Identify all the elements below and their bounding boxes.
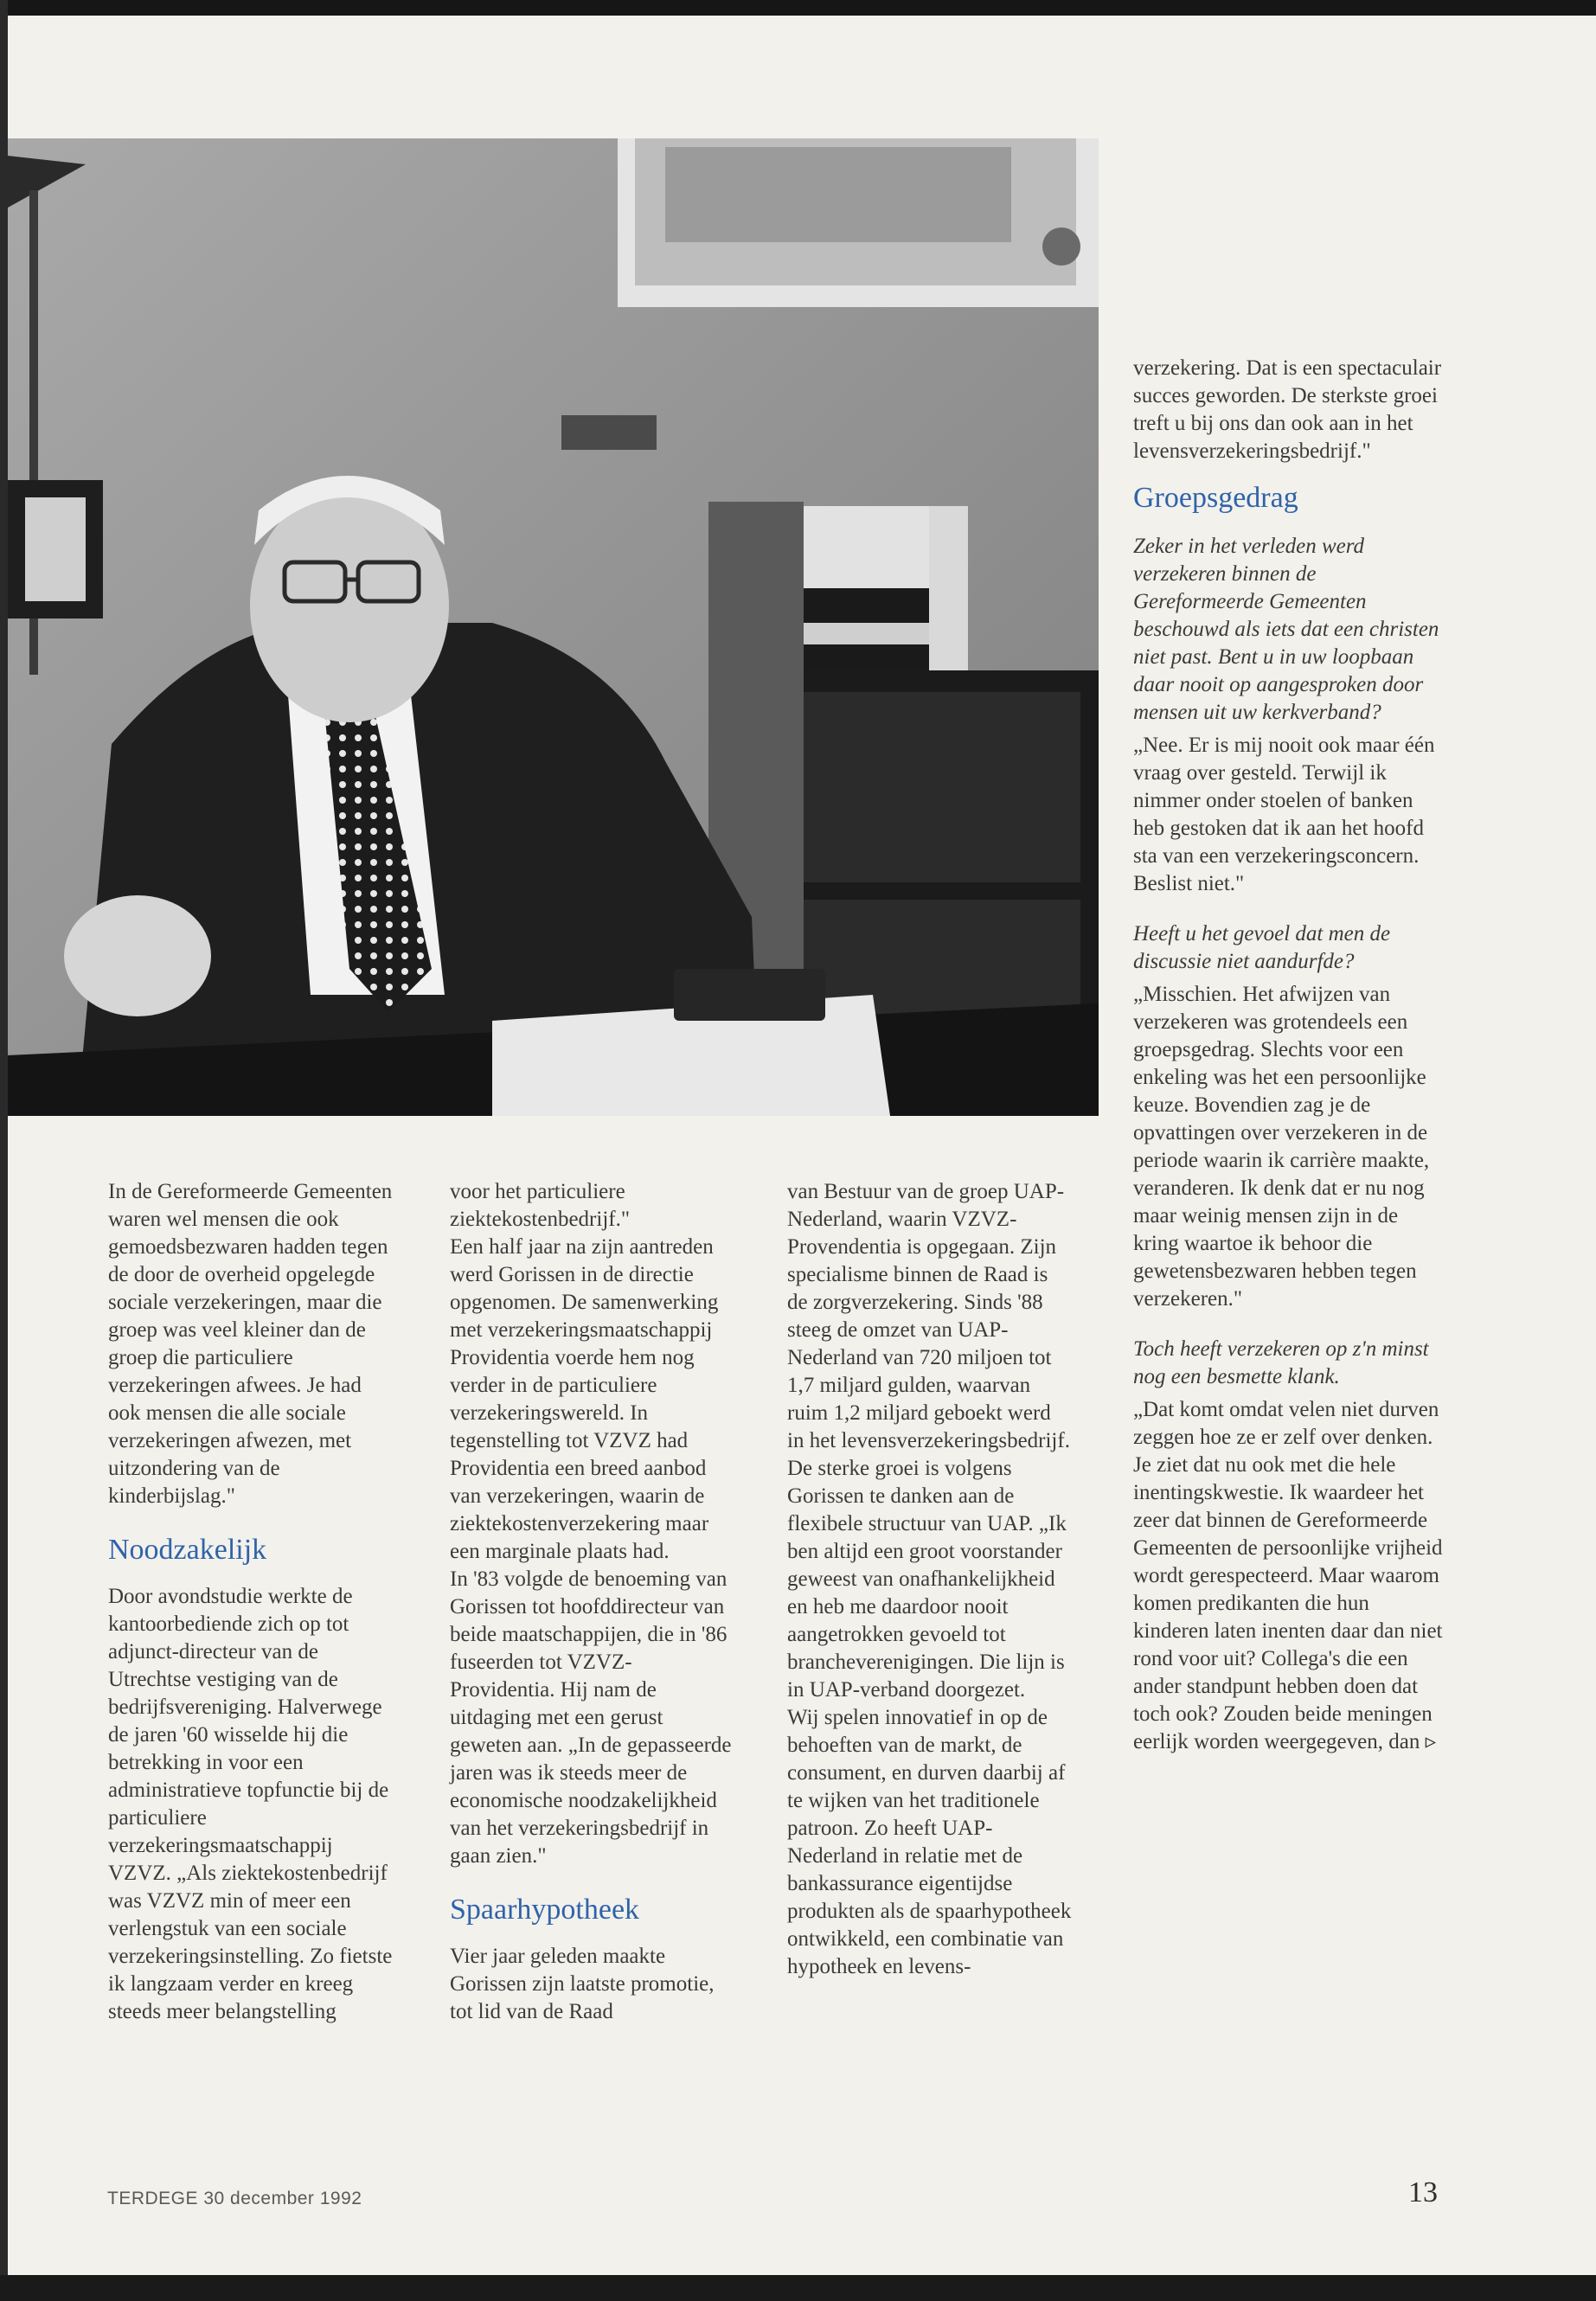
paragraph: voor het particuliere ziektekostenbedrijf.": [450, 1180, 631, 1231]
interview-answer: „Dat komt omdat velen niet durven zeggen hoe ze er zelf over denken. Je ziet dat nu ook met die hele inentingskwestie. Ik waardeer het zeer dat binnen de Gereformeerde Gemeenten de persoonlijke vrijheid wordt gerespecteerd. Maar waarom komen predikanten die hun kinderen laten inenten daar dan niet rond voor uit? Collega's die een ander standpunt hebben doen dat toch ook? Zouden beide meningen eerlijk worden weergegeven, dan ▹: [1133, 1398, 1443, 1753]
scan-top-edge: [0, 0, 1596, 16]
spacer: [1133, 1313, 1445, 1336]
subheading-groepsgedrag: Groepsgedrag: [1133, 482, 1298, 514]
interview-answer: „Nee. Er is mij nooit ook maar één vraag over gesteld. Terwijl ik nimmer onder stoelen of banken heb gestoken dat ik aan het hoofd sta van een verzekeringsconcern. Beslist niet.": [1133, 734, 1435, 895]
paragraph: Vier jaar geleden maakte Gorissen zijn laatste promotie, tot lid van de Raad: [450, 1945, 715, 2023]
paragraph: Wij spelen innovatief in op de behoeften van de markt, de consument, en durven daarbij af te wijken van het traditionele patroon. Zo heeft UAP-Nederland in relatie met de bankassurance eigentijdse produkten als de spaarhypotheek ontwikkeld, een combinatie van hypotheek en levens-: [787, 1706, 1072, 1978]
scan-left-edge: [0, 0, 8, 2301]
scan-bottom-edge: [0, 2275, 1596, 2301]
paragraph: In de Gereformeerde Gemeenten waren wel mensen die ook gemoedsbezwaren hadden tegen de door de overheid opgelegde sociale verzekeringen, maar die groep was veel kleiner dan de groep die particuliere verzekeringen afwees. Je had ook mensen die alle sociale verzekeringen afwezen, met uitzondering van de kinderbijslag.": [108, 1180, 393, 1508]
publication-footer: TERDEGE 30 december 1992: [107, 2189, 362, 2208]
paragraph: In '83 volgde de benoeming van Gorissen tot hoofddirecteur van beide maatschappijen, die in '86 fuseerden tot VZVZ-Providentia. Hij nam de uitdaging met een gerust geweten aan. „In de gepasseerde jaren was ik steeds meer de economische noodzakelijkheid van het verzekeringsbedrijf in gaan zien.": [450, 1567, 732, 1868]
page-number: 13: [1408, 2176, 1438, 2208]
paragraph: Een half jaar na zijn aantreden werd Gorissen in de directie opgenomen. De samenwerking met verzekeringsmaatschappij Providentia voerde hem nog verder in de particuliere verzekeringswereld. In tegenstelling tot VZVZ had Providentia een breed aanbod van verzekeringen, waarin de ziektekostenverzekering maar een marginale plaats had.: [450, 1235, 719, 1563]
spacer: [1133, 898, 1445, 920]
paragraph: van Bestuur van de groep UAP-Nederland, waarin VZVZ-Provendentia is opgegaan. Zijn specialisme binnen de Raad is de zorgverzekering. Sinds '88 steeg de omzet van UAP-Nederland van 720 miljoen tot 1,7 miljard gulden, waarvan ruim 1,2 miljard geboekt werd in het levensverzekeringsbedrijf. De sterke groei is volgens Gorissen te danken aan de flexibele structuur van UAP. „Ik ben altijd een groot voorstander geweest van onafhankelijkheid en heb me daardoor nooit aangetrokken gevoeld tot brancheverenigingen. Die lijn is in UAP-verband doorgezet.: [787, 1180, 1070, 1702]
text-column-4: [1133, 355, 1445, 1756]
paragraph: Door avondstudie werkte de kantoorbediende zich op tot adjunct-directeur van de Utrechtse vestiging van de bedrijfsvereniging. Halverwege de jaren '60 wisselde hij die betrekking in voor een administratieve topfunctie bij de particuliere verzekeringsmaatschappij VZVZ. „Als ziektekostenbedrijf was VZVZ min of meer een verlengstuk van een sociale verzekeringsinstelling. Zo fietste ik langzaam verder en kreeg steeds meer belangstelling: [108, 1585, 393, 2023]
text-column-2: [450, 1178, 735, 2026]
interview-question: Toch heeft verzekeren op z'n minst nog een besmette klank.: [1133, 1337, 1429, 1388]
subheading-noodzakelijk: Noodzakelijk: [108, 1534, 267, 1566]
text-column-3: [787, 1178, 1073, 1981]
subheading-spaarhypotheek: Spaarhypotheek: [450, 1894, 640, 1926]
article-photo: [8, 138, 1099, 1116]
interview-answer: „Misschien. Het afwijzen van verzekeren was grotendeels een groepsgedrag. Slechts voor een enkeling was het een persoonlijke keuze. Bovendien zag je de opvattingen over verzekeren in de periode waarin ik carrière maakte, veranderen. Ik denk dat er nu nog maar weinig mensen zijn in de kring waartoe ik behoor die gewetensbezwaren hebben tegen verzekeren.": [1133, 983, 1430, 1311]
interview-question: Heeft u het gevoel dat men de discussie niet aandurfde?: [1133, 922, 1391, 973]
paragraph: verzekering. Dat is een spectaculair succes geworden. De sterkste groei treft u bij ons dan ook aan in het levensverzekeringsbedrijf.": [1133, 356, 1442, 463]
interview-question: Zeker in het verleden werd verzekeren binnen de Gereformeerde Gemeenten beschouwd als iets dat een christen niet past. Bent u in uw loopbaan daar nooit op aangesproken door mensen uit uw kerkverband?: [1133, 535, 1439, 724]
text-column-1: [108, 1178, 394, 2026]
